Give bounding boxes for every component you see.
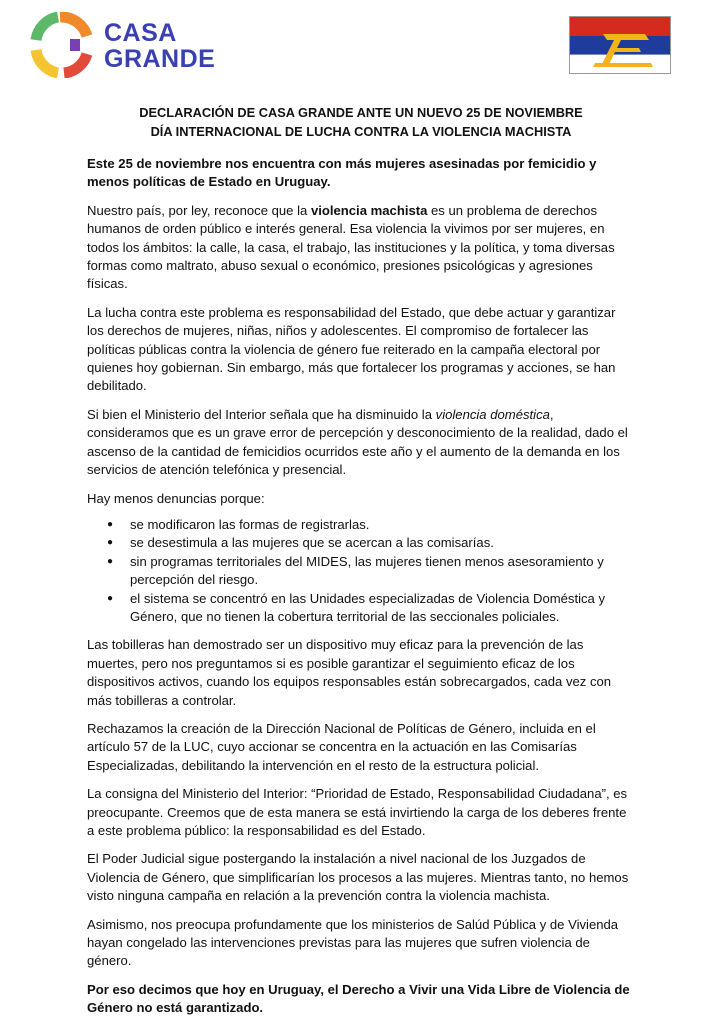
- title-line-2: DÍA INTERNACIONAL DE LUCHA CONTRA LA VIOLENCIA MACHISTA: [150, 123, 572, 139]
- paragraph-5: Hay menos denuncias porque:: [87, 490, 265, 506]
- list-item: ● se desestimula a las mujeres que se acercan a las comisarías.: [87, 534, 635, 552]
- paragraph-4-emphasis: violencia doméstica: [435, 406, 550, 422]
- document-title: [87, 104, 635, 141]
- list-item: ● sin programas territoriales del MIDES, las mujeres tienen menos asesoramiento y percepción del riesgo.: [87, 553, 635, 590]
- list-item: ● se modificaron las formas de registrarlas.: [87, 516, 635, 534]
- paragraph-2-end: es un problema de derechos humanos de orden público e interés general. Esa violencia la vivimos por ser mujeres, en todos los ámbitos: la calle, la casa, el trabajo, las instituciones y la política, y toma diversas formas como maltrato, abuso sexual o económico, presiones psicológicas y agresiones físicas.: [87, 202, 615, 292]
- paragraph-2-emphasis: violencia machista: [310, 202, 428, 218]
- paragraph-2: [87, 202, 635, 294]
- casa-grande-logo: [30, 12, 220, 80]
- paragraph-7: Rechazamos la creación de la Dirección Nacional de Políticas de Género, incluida en el artículo 57 de la LUC, cuyo accionar se concentra en la actuación en las Comisarías Especializadas, debilitando la intervención en el resto de la estructura policial.: [87, 720, 596, 773]
- paragraph-4-start: Si bien el Ministerio del Interior señala que ha disminuido la: [87, 406, 436, 422]
- casa-grande-logo-icon: [30, 12, 94, 78]
- paragraph-10: Asimismo, nos preocupa profundamente que los ministerios de Salúd Pública y de Vivienda hayan congelado las intervenciones previstas para las mujeres que sufren violencia de género.: [87, 916, 619, 969]
- paragraph-3: La lucha contra este problema es responsabilidad del Estado, que debe actuar y garantizar los derechos de mujeres, niñas, niños y adolescentes. El compromiso de fortalecer las políticas públicas contra la violencia de género fue reiterado en la campaña electoral por quienes hoy gobiernan. Sin embargo, más que fortalecer los programas y acciones, se han debilitado.: [87, 304, 616, 394]
- paragraph-11: Por eso decimos que hoy en Uruguay, el Derecho a Vivir una Vida Libre de Violencia de Género no está garantizado.: [87, 981, 630, 1016]
- reasons-list: [87, 516, 635, 626]
- logo-line-1: CASA: [104, 19, 177, 47]
- paragraph-1: Este 25 de noviembre nos encuentra con más mujeres asesinadas por femicidio y menos políticas de Estado en Uruguay.: [87, 156, 597, 190]
- list-item: ● el sistema se concentró en las Unidades especializadas de Violencia Doméstica y Género, que no tienen la cobertura territorial de las seccionales policiales.: [87, 590, 635, 627]
- frente-amplio-flag-icon: [569, 16, 671, 74]
- paragraph-2-start: Nuestro país, por ley, reconoce que la: [87, 202, 311, 218]
- logo-line-2: GRANDE: [104, 45, 216, 73]
- logo-wordmark: [104, 20, 215, 72]
- paragraph-4: [87, 406, 635, 480]
- paragraph-4-end: , consideramos que es un grave error de percepción y desconocimiento de la realidad, dado el ascenso de la cantidad de femicidios ocurridos este año y el aumento de la demanda en los servicios de atención telefónica y presencial.: [87, 406, 628, 478]
- title-line-1: DECLARACIÓN DE CASA GRANDE ANTE UN NUEVO 25 DE NOVIEMBRE: [139, 105, 583, 120]
- paragraph-8: La consigna del Ministerio del Interior: “Prioridad de Estado, Responsabilidad Ciudadana”, es preocupante. Creemos que de esta manera se está invirtiendo la carga de los deberes frente a este problema público: la responsabilidad es del Estado.: [87, 786, 628, 838]
- paragraph-6: Las tobilleras han demostrado ser un dispositivo muy eficaz para la prevención de las muertes, pero nos preguntamos si es posible garantizar el seguimiento eficaz de los dispositivos activos, cuando los equipos responsables están sobrecargados, cada vez con más tobilleras a controlar.: [87, 637, 612, 708]
- paragraph-9: El Poder Judicial sigue postergando la instalación a nivel nacional de los Juzgados de Violencia de Género, que simplificarían los procesos a las mujeres. Mientras tanto, no hemos visto ninguna campaña en relación a la prevención contra la violencia machista.: [87, 851, 629, 904]
- document-body: [87, 104, 635, 1028]
